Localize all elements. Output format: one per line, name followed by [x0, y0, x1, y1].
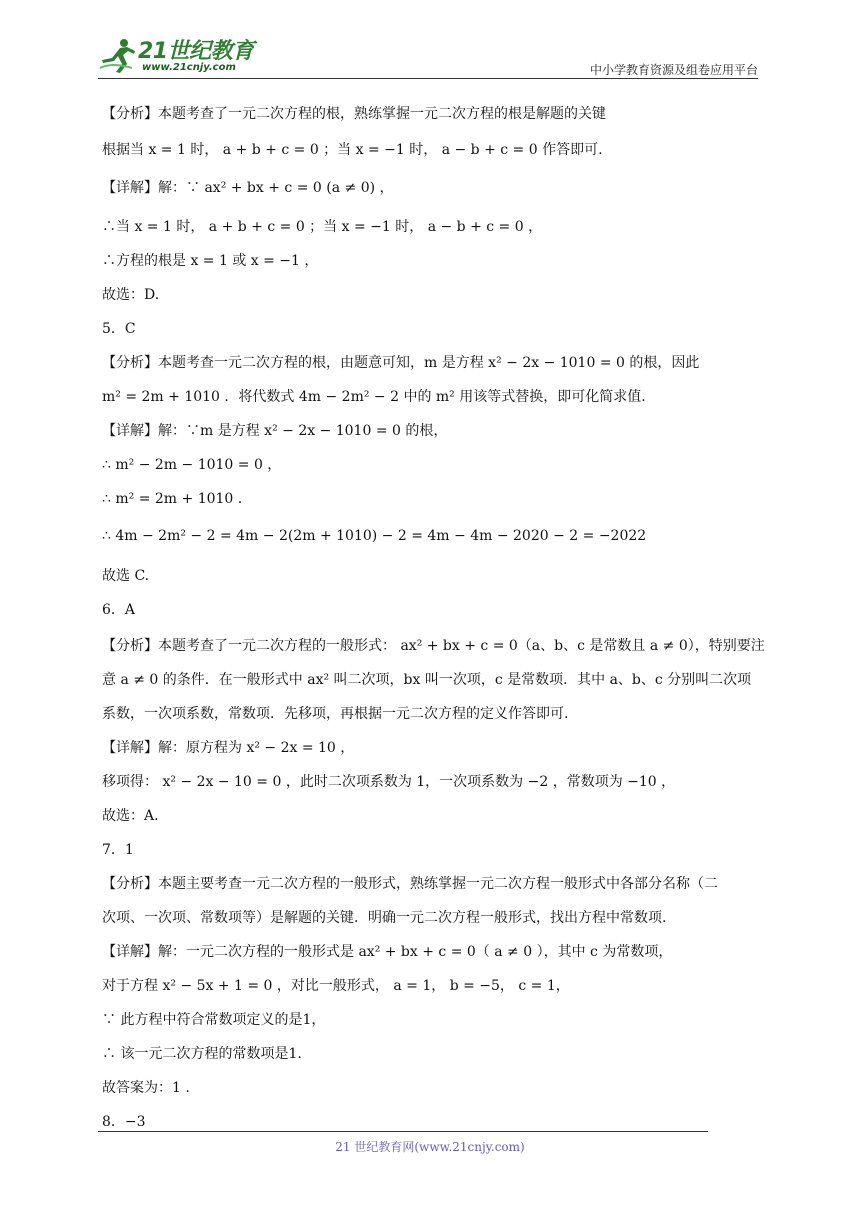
- logo-text: 21世纪教育: [138, 39, 254, 64]
- text-line: 故选：A.: [102, 808, 159, 824]
- text-line: 【详解】解：一元二次方程的一般形式是 ax² + bx + c = 0（ a ≠ 0 ），其中 c 为常数项，: [102, 944, 673, 960]
- site-logo: [98, 34, 258, 78]
- text-line: ∴方程的根是 x = 1 或 x = −1 ，: [102, 253, 319, 269]
- question-number: 6．A: [102, 602, 136, 618]
- text-line: ∴ m² = 2m + 1010 .: [102, 491, 243, 507]
- text-line: ∴ 该一元二次方程的常数项是1.: [102, 1046, 302, 1062]
- text-line: 【分析】本题考查一元二次方程的根，由题意可知，m 是方程 x² − 2x − 1010 = 0 的根，因此: [102, 355, 700, 371]
- question-number: 5．C: [102, 321, 136, 337]
- text-line: ∵ 此方程中符合常数项定义的是1，: [102, 1012, 326, 1028]
- footer-divider: [98, 1131, 708, 1132]
- text-line: 系数，一次项系数，常数项．先移项，再根据一元二次方程的定义作答即可.: [102, 706, 569, 722]
- page-header: [98, 34, 758, 80]
- text-line: ∴当 x = 1 时， a + b + c = 0 ；当 x = −1 时， a − b + c = 0 ，: [102, 219, 543, 235]
- text-line: 【分析】本题主要考查一元二次方程的一般形式，熟练掌握一元二次方程一般形式中各部分名称（二: [102, 876, 718, 892]
- platform-name: 中小学教育资源及组卷应用平台: [589, 63, 758, 77]
- text-line: 【详解】解：∵ ax² + bx + c = 0 (a ≠ 0) ，: [102, 180, 394, 196]
- text-line: 【分析】本题考查了一元二次方程的一般形式： ax² + bx + c = 0（a、b、c 是常数且 a ≠ 0），特别要注: [102, 638, 765, 654]
- question-number: 7．1: [102, 842, 134, 858]
- text-line: 根据当 x = 1 时， a + b + c = 0 ；当 x = −1 时， a − b + c = 0 作答即可.: [102, 142, 603, 158]
- text-line: 移项得： x² − 2x − 10 = 0 ，此时二次项系数为 1，一次项系数为 −2 ，常数项为 −10 ，: [102, 774, 676, 790]
- text-line: 【详解】解：原方程为 x² − 2x = 10 ，: [102, 740, 355, 756]
- text-line: 【分析】本题考查了一元二次方程的根，熟练掌握一元二次方程的根是解题的关键: [102, 106, 606, 122]
- runner-logo-icon: [98, 38, 138, 74]
- text-line: 故答案为：1 .: [102, 1080, 190, 1096]
- text-line: 【详解】解：∵m 是方程 x² − 2x − 1010 = 0 的根，: [102, 423, 448, 439]
- text-line: 故选：D.: [102, 287, 160, 303]
- logo-url: www.21cnjy.com: [142, 62, 236, 73]
- text-line: 意 a ≠ 0 的条件．在一般形式中 ax² 叫二次项，bx 叫一次项，c 是常数项．其中 a、b、c 分别叫二次项: [102, 672, 752, 688]
- text-line: ∴ 4m − 2m² − 2 = 4m − 2(2m + 1010) − 2 = 4m − 4m − 2020 − 2 = −2022: [102, 528, 647, 544]
- text-line: ∴ m² − 2m − 1010 = 0 ，: [102, 457, 282, 473]
- text-line: 故选 C.: [102, 568, 150, 584]
- text-line: 对于方程 x² − 5x + 1 = 0 ，对比一般形式， a = 1， b = −5， c = 1，: [102, 978, 570, 994]
- text-line: 次项、一次项、常数项等）是解题的关键．明确一元二次方程一般形式，找出方程中常数项.: [102, 910, 667, 926]
- page-footer: 21 世纪教育网(www.21cnjy.com): [335, 1140, 525, 1154]
- question-number: 8．−3: [102, 1114, 146, 1130]
- header-divider: [98, 78, 758, 79]
- text-line: m² = 2m + 1010 ．将代数式 4m − 2m² − 2 中的 m² 用该等式替换，即可化简求值.: [102, 389, 646, 405]
